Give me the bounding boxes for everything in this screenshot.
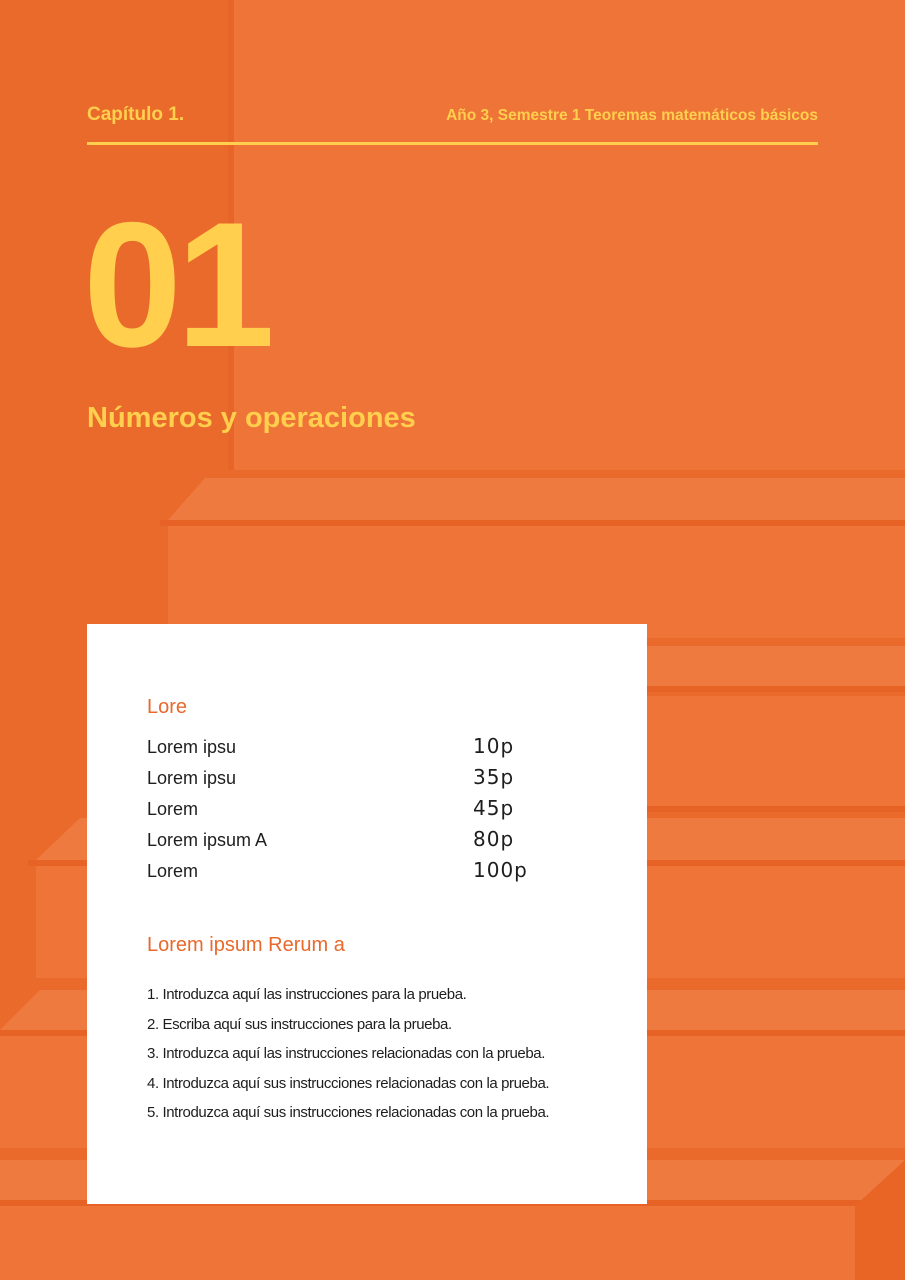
instructions-list [147,986,627,1134]
instruction-item: 4. Introduzca aquí sus instrucciones relacionadas con la prueba. [147,1074,550,1092]
instruction-item: 3. Introduzca aquí las instrucciones relacionadas con la prueba. [147,1045,545,1062]
score-row [147,796,547,827]
score-row-label: Lorem ipsu [147,768,237,788]
score-row [147,734,547,765]
score-row-label: Lorem ipsu [147,737,237,757]
score-row-value: 35p [473,765,515,789]
instruction-item: 2. Escriba aquí sus instrucciones para la prueba. [147,1015,452,1033]
chapter-number: 01 [83,185,269,384]
score-row-value: 45p [473,796,515,820]
score-row-value: 80p [473,827,515,851]
score-list [147,734,547,889]
content-card [87,624,647,1204]
score-row-label: Lorem ipsum A [147,830,268,850]
page-header [87,104,818,126]
instruction-item: 1. Introduzca aquí las instrucciones para la prueba. [147,986,467,1003]
score-row [147,858,547,889]
score-row-value: 10p [473,734,515,758]
chapter-label: Capítulo 1. [87,104,185,125]
instruction-item: 5. Introduzca aquí sus instrucciones relacionadas con la prueba. [147,1104,550,1121]
header-divider [87,142,818,145]
section-title: Números y operaciones [87,402,416,434]
score-row-label: Lorem [147,861,199,881]
score-heading: Lore [147,696,188,718]
score-row-label: Lorem [147,799,199,819]
score-row-value: 100p [473,858,528,882]
score-row [147,827,547,858]
score-row [147,765,547,796]
instructions-heading: Lorem ipsum Rerum a [147,934,345,956]
course-label: Año 3, Semestre 1 Teoremas matemáticos básicos [446,107,818,124]
